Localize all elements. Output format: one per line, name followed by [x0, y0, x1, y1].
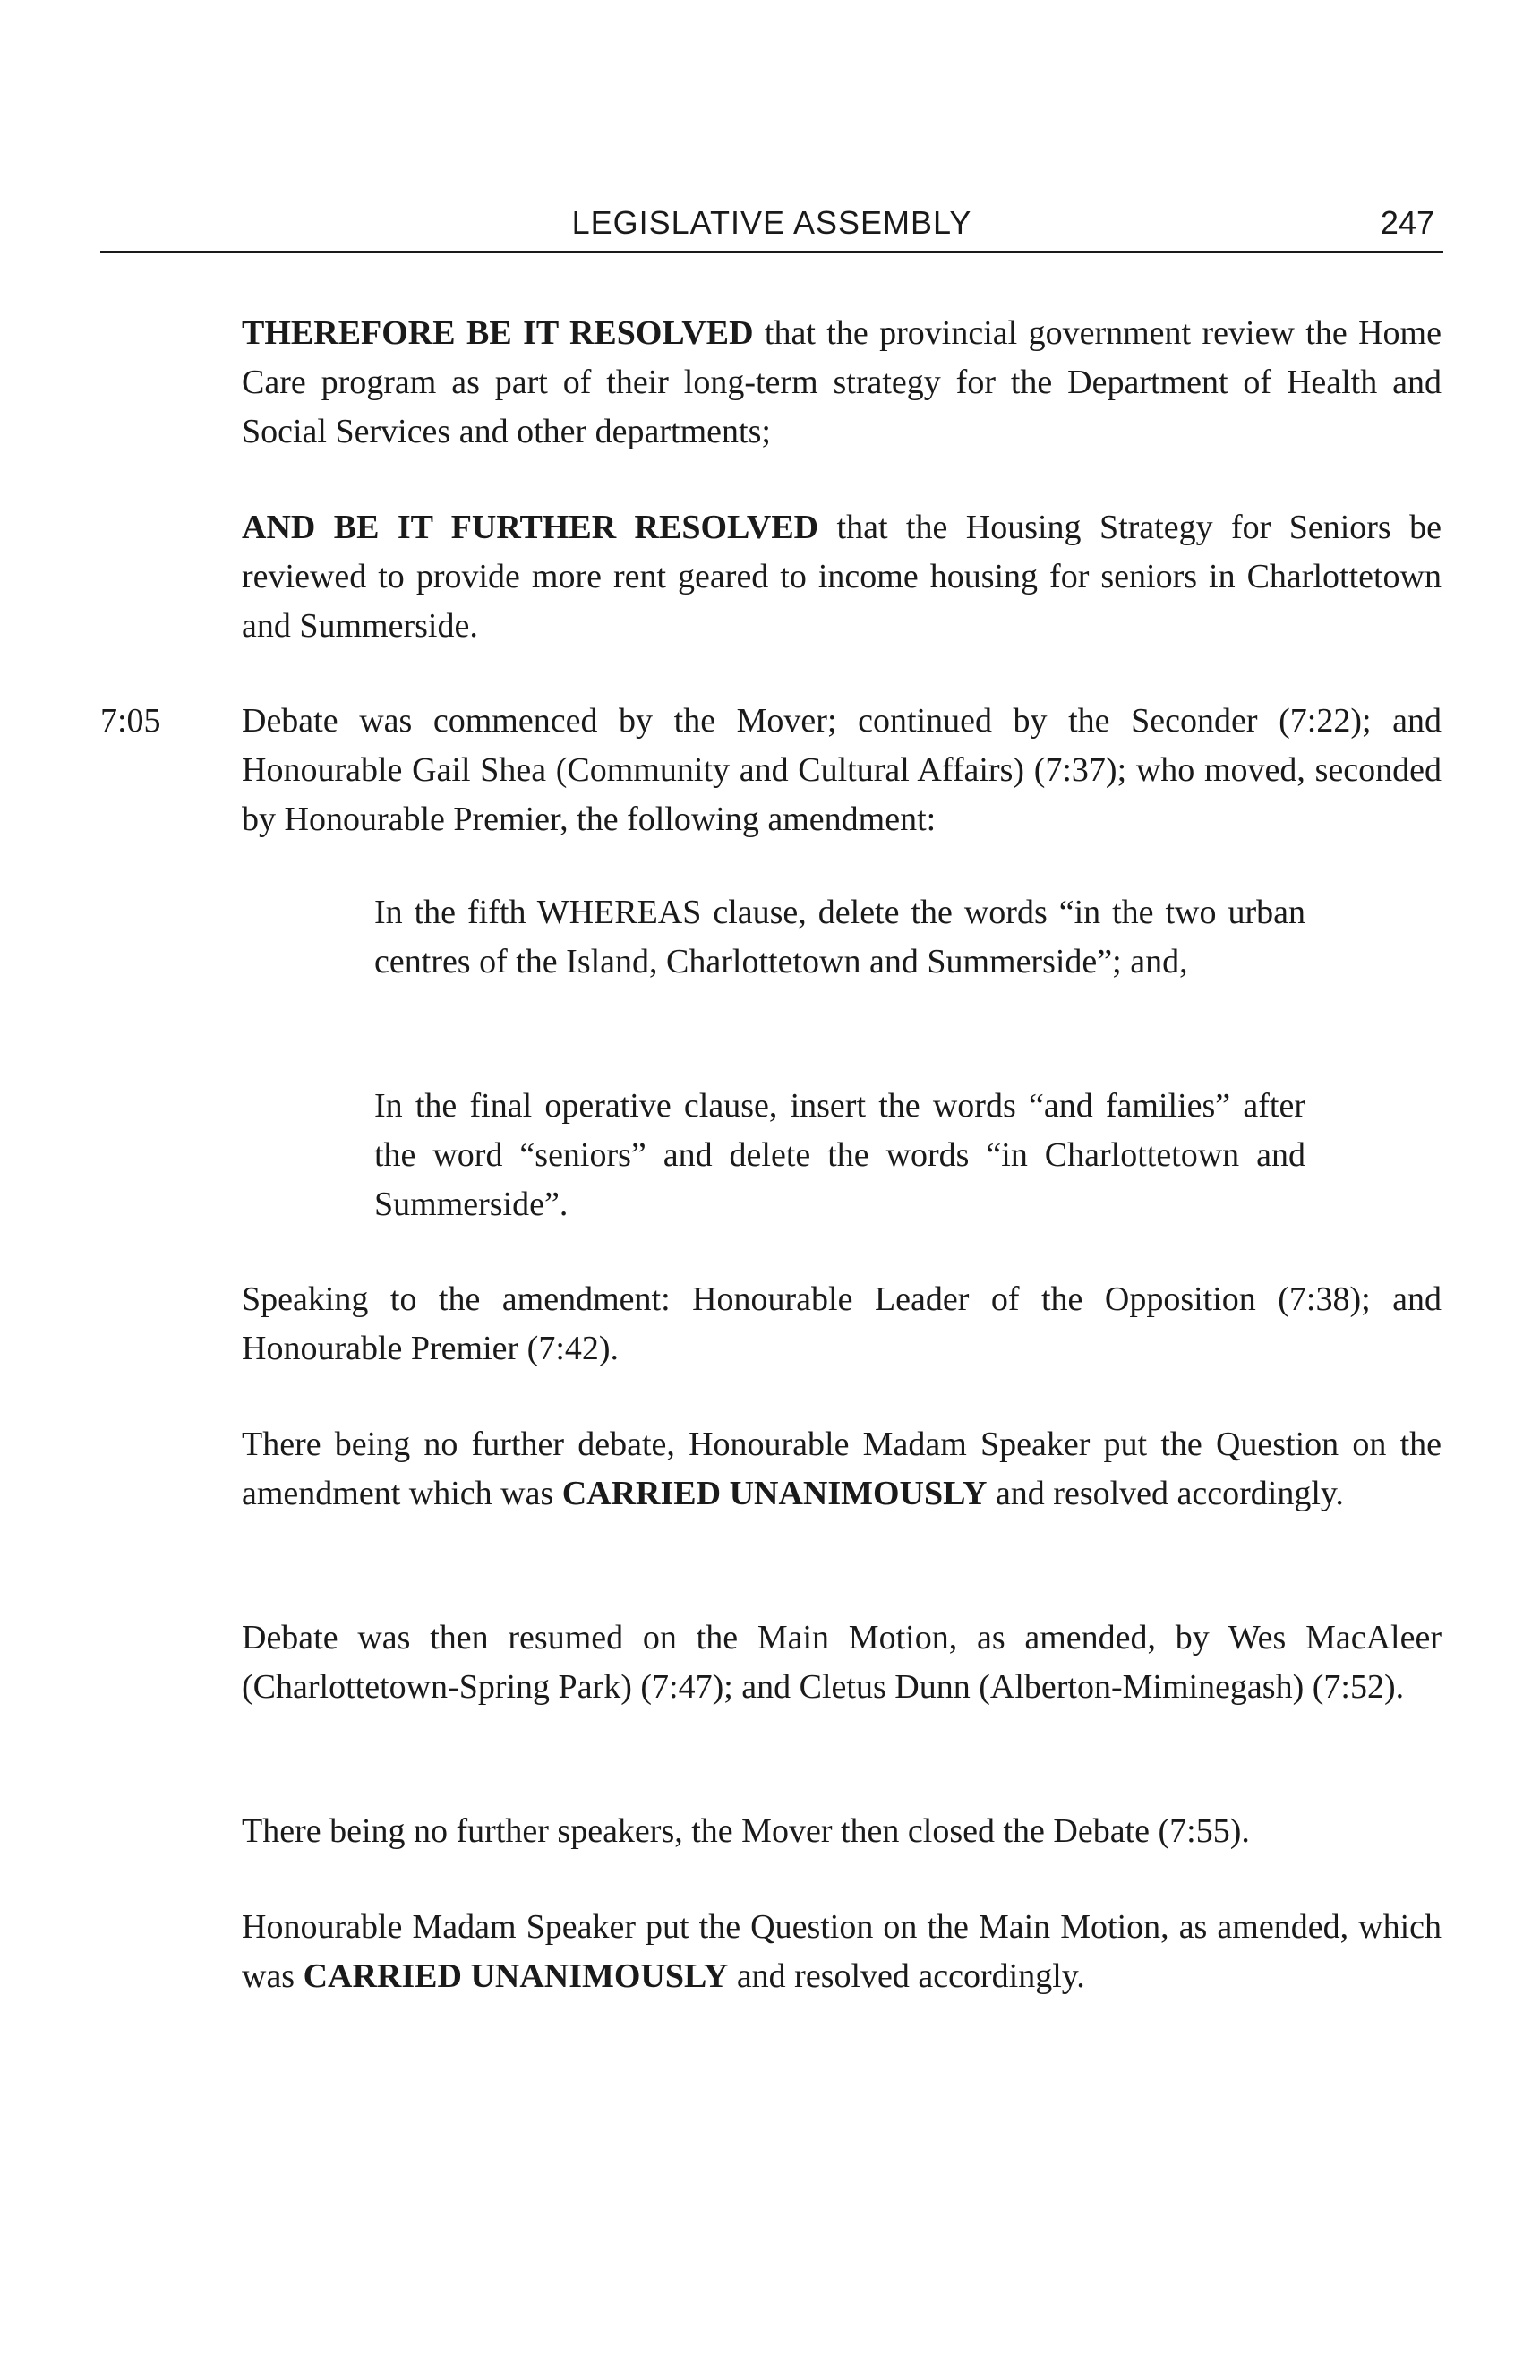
- running-header: [100, 199, 1443, 253]
- further-resolution-paragraph: [242, 503, 1442, 651]
- amendment-clause-1: In the fifth WHEREAS clause, delete the words “in the two urban centres of the Island, Charlottetown and Summerside”; and,: [374, 894, 1305, 980]
- further-resolution-text: that the Housing Strategy for Seniors be reviewed to provide more rent geared to income housing for seniors in Charlottetown and Summerside.: [242, 509, 1442, 645]
- closing-debate-paragraph: There being no further speakers, the Mover then closed the Debate (7:55).: [242, 1812, 1250, 1850]
- resolution-text: that the provincial government review the Home Care program as part of their long-term strategy for the Department of Health and Social Services and other departments;: [242, 314, 1442, 450]
- main-motion-vote-text-end: and resolved accordingly.: [728, 1957, 1085, 1995]
- further-resolution-keyword: AND BE IT FURTHER RESOLVED: [242, 509, 819, 546]
- amendment-vote-text-end: and resolved accordingly.: [987, 1475, 1344, 1512]
- resolution-keyword: THEREFORE BE IT RESOLVED: [242, 314, 754, 352]
- speaking-paragraph: Speaking to the amendment: Honourable Leader of the Opposition (7:38); and Honourable Premier (7:42).: [242, 1280, 1442, 1367]
- main-motion-vote-text: Honourable Madam Speaker put the Question on the Main Motion, as amended, which was: [242, 1908, 1442, 1995]
- amendment-clause-2: In the final operative clause, insert the words “and families” after the word “seniors” and delete the words “in Charlottetown and Summerside”.: [374, 1087, 1305, 1223]
- main-motion-vote-paragraph: [242, 1903, 1442, 2001]
- resolution-paragraph: [242, 309, 1442, 457]
- margin-timestamp: 7:05: [100, 702, 161, 740]
- resumed-debate-paragraph: Debate was then resumed on the Main Motion, as amended, by Wes MacAleer (Charlottetown-Spring Park) (7:47); and Cletus Dunn (Alberton-Miminegash) (7:52).: [242, 1619, 1442, 1706]
- running-title: LEGISLATIVE ASSEMBLY: [571, 204, 972, 241]
- carried-label: CARRIED UNANIMOUSLY: [561, 1475, 988, 1512]
- debate-paragraph: Debate was commenced by the Mover; continued by the Seconder (7:22); and Honourable Gail Shea (Community and Cultural Affairs) (7:37); who moved, seconded by Honourable Premier, the following amendment:: [242, 702, 1442, 838]
- amendment-vote-paragraph: [242, 1420, 1442, 1519]
- page-number: 247: [1380, 204, 1434, 241]
- amendment-vote-text: There being no further debate, Honourable Madam Speaker put the Question on the amendment which was: [242, 1425, 1442, 1512]
- carried-label: CARRIED UNANIMOUSLY: [303, 1957, 729, 1995]
